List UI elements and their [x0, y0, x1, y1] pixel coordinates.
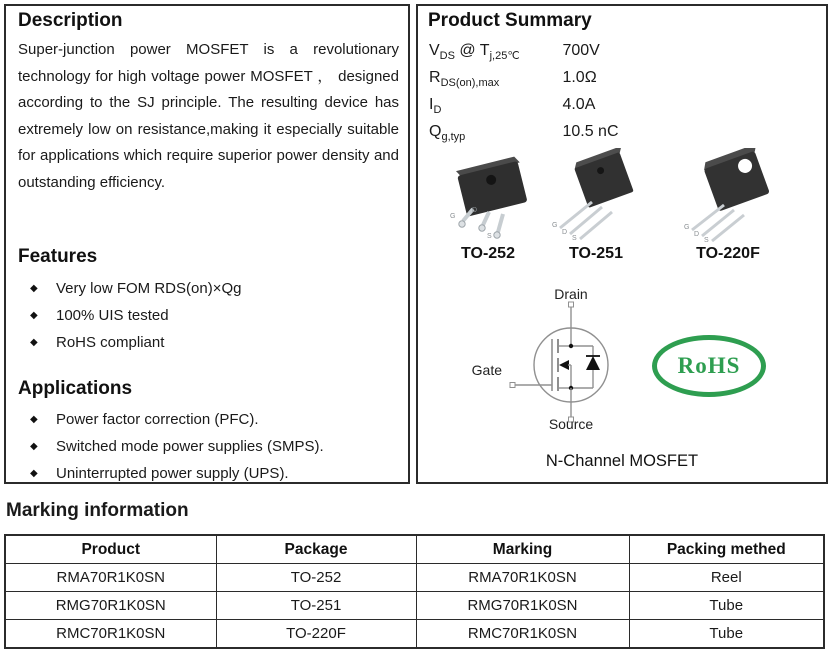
- application-text: Uninterrupted power supply (UPS).: [56, 465, 289, 482]
- pin-letter-s: S: [487, 233, 492, 240]
- summary-row: [429, 64, 619, 91]
- features-title: Features: [18, 246, 98, 267]
- description-title: Description: [18, 10, 123, 31]
- pin-letter-g: G: [684, 224, 690, 231]
- pin-letter-d: D: [562, 229, 568, 236]
- table-row: [5, 592, 824, 620]
- list-item: [18, 460, 324, 487]
- package-label: TO-251: [569, 245, 623, 262]
- to252-package-image: [432, 148, 544, 242]
- application-text: Power factor correction (PFC).: [56, 411, 259, 428]
- cell-product: RMG70R1K0SN: [5, 592, 216, 620]
- cell-product: RMC70R1K0SN: [5, 620, 216, 649]
- feature-text: 100% UIS tested: [56, 307, 169, 324]
- product-summary-title: Product Summary: [428, 10, 592, 31]
- col-header-packing: Packing methed: [629, 535, 824, 564]
- list-item: [18, 275, 241, 302]
- list-item: [18, 406, 324, 433]
- pin-letter-s: S: [572, 235, 577, 242]
- application-text: Switched mode power supplies (SMPS).: [56, 438, 324, 455]
- applications-title: Applications: [18, 378, 133, 399]
- summary-row: [429, 37, 619, 64]
- feature-text: RoHS compliant: [56, 334, 165, 351]
- package-label: TO-252: [461, 245, 515, 262]
- cell-package: TO-220F: [216, 620, 416, 649]
- to251-package-image: [540, 148, 652, 242]
- diamond-bullet-icon: ◆: [30, 337, 38, 348]
- parameter-value: 10.5 nC: [562, 123, 619, 140]
- gate-label: Gate: [471, 362, 502, 378]
- list-item: [18, 302, 241, 329]
- package-figure-to252: [432, 148, 544, 263]
- parameter-label: $R_{DS(on),max}$: [429, 69, 500, 90]
- summary-rows: [429, 37, 619, 145]
- list-item: [18, 433, 324, 460]
- package-figure-to251: [540, 148, 652, 263]
- pin-letter-g: G: [552, 222, 558, 229]
- list-item: [18, 329, 241, 356]
- summary-row: [429, 91, 619, 118]
- marking-table-wrap: [4, 534, 825, 649]
- description-body: Super-junction power MOSFET is a revolutionary technology for high voltage power MOSFET ， designed according to the SJ principle. The resulting device has extremely low on resistance,making it especially suitable for applications which require superior power density and outstanding efficiency.: [18, 41, 399, 191]
- diamond-bullet-icon: ◆: [30, 283, 38, 294]
- features-list: [18, 275, 241, 356]
- product-summary-section: [416, 4, 828, 484]
- col-header-product: Product: [5, 535, 216, 564]
- nchannel-caption: N-Channel MOSFET: [545, 452, 699, 470]
- parameter-value: 4.0A: [562, 96, 596, 113]
- cell-product: RMA70R1K0SN: [5, 564, 216, 592]
- pin-letter-d: D: [694, 231, 700, 238]
- col-header-package: Package: [216, 535, 416, 564]
- rohs-logo: [652, 335, 766, 397]
- diamond-bullet-icon: ◆: [30, 310, 38, 321]
- description-section: [4, 4, 410, 484]
- parameter-value: 1.0Ω: [562, 69, 597, 86]
- cell-packing: Reel: [629, 564, 824, 592]
- parameter-value: 700V: [562, 42, 600, 59]
- pin-letter-d: D: [472, 207, 478, 214]
- cell-marking: RMC70R1K0SN: [416, 620, 629, 649]
- marking-table: [4, 534, 825, 649]
- cell-package: TO-251: [216, 592, 416, 620]
- cell-packing: Tube: [629, 620, 824, 649]
- diamond-bullet-icon: ◆: [30, 441, 38, 452]
- cell-packing: Tube: [629, 592, 824, 620]
- rohs-text: RoHS: [677, 353, 741, 378]
- pin-letter-g: G: [450, 213, 456, 220]
- drain-label: Drain: [554, 286, 588, 302]
- cell-marking: RMG70R1K0SN: [416, 592, 629, 620]
- diamond-bullet-icon: ◆: [30, 414, 38, 425]
- package-figure-to220f: [672, 148, 784, 263]
- parameter-label: $V_{DS}$ @ $T_{j,25℃}$: [429, 42, 520, 63]
- table-row: [5, 564, 824, 592]
- parameter-label: $Q_{g,typ}$: [429, 123, 466, 144]
- cell-package: TO-252: [216, 564, 416, 592]
- summary-row: [429, 118, 619, 145]
- diamond-bullet-icon: ◆: [30, 468, 38, 479]
- to220f-package-image: [672, 148, 784, 242]
- pin-letter-s: S: [704, 237, 709, 242]
- table-row: [5, 620, 824, 649]
- cell-marking: RMA70R1K0SN: [416, 564, 629, 592]
- parameter-label: $I_D$: [429, 96, 442, 117]
- feature-text: Very low FOM RDS(on)×Qg: [56, 280, 242, 297]
- col-header-marking: Marking: [416, 535, 629, 564]
- applications-list: [18, 406, 324, 487]
- marking-title: Marking information: [6, 500, 189, 521]
- mosfet-symbol: [496, 298, 646, 433]
- source-label: Source: [548, 416, 594, 432]
- table-header-row: [5, 535, 824, 564]
- package-label: TO-220F: [696, 245, 760, 262]
